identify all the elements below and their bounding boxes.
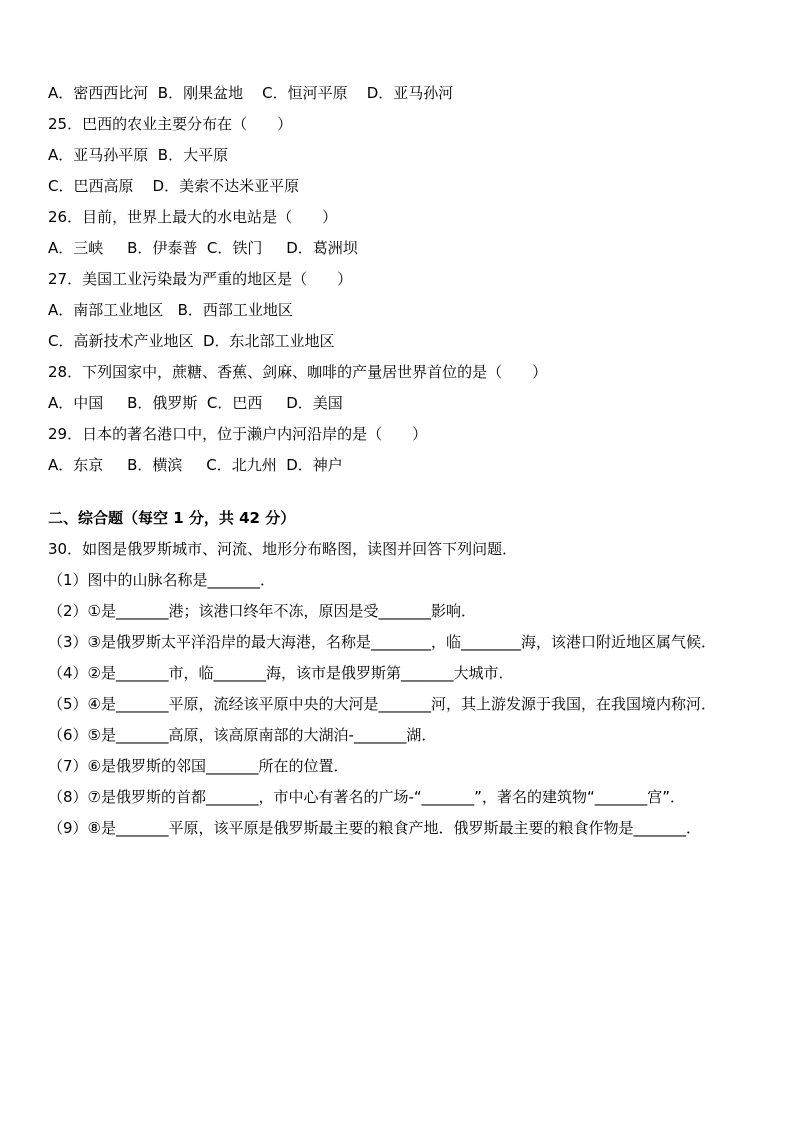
q28-stem: 28．下列国家中，蔗糖、香蕉、剑麻、咖啡的产量居世界首位的是（ ）: [48, 363, 548, 381]
q28-options: A．中国 B．俄罗斯 C．巴西 D．美国: [48, 394, 343, 412]
q30-part9: （9）⑧是_______平原，该平原是俄罗斯最主要的粮食产地．俄罗斯最主要的粮食作物是_______．: [48, 819, 701, 837]
q30-part7: （7）⑥是俄罗斯的邻国_______所在的位置．: [48, 757, 349, 775]
q26-options: A．三峡 B．伊泰普 C．铁门 D．葛洲坝: [48, 239, 358, 257]
q27-options-row1: A．南部工业地区 B．西部工业地区: [48, 301, 293, 319]
q30-part1: （1）图中的山脉名称是_______．: [48, 571, 276, 589]
exam-page: [48, 78, 758, 844]
section-gap: [48, 481, 758, 503]
q30-part5: （5）④是_______平原，流经该平原中央的大河是_______河，其上游发源于我国，在我国境内称河．: [48, 695, 716, 713]
q30-part8: （8）⑦是俄罗斯的首都_______，市中心有著名的广场-“_______”，著名的建筑物“_______宫”．: [48, 788, 685, 806]
q30-stem: 30．如图是俄罗斯城市、河流、地形分布略图，读图并回答下列问题．: [48, 540, 518, 558]
q25-options-row1: A．亚马孙平原 B．大平原: [48, 146, 229, 164]
q30-part6: （6）⑤是_______高原，该高原南部的大湖泊-_______湖．: [48, 726, 437, 744]
q27-stem: 27．美国工业污染最为严重的地区是（ ）: [48, 270, 353, 288]
q27-options-row2: C．高新技术产业地区 D．东北部工业地区: [48, 332, 335, 350]
q25-options-row2: C．巴西高原 D．美索不达米亚平原: [48, 177, 300, 195]
q30-part4: （4）②是_______市，临_______海，该市是俄罗斯第_______大城市．: [48, 664, 514, 682]
q30-part3: （3）③是俄罗斯太平洋沿岸的最大海港，名称是________，临________海，该港口附近地区属气候．: [48, 633, 716, 651]
q25-stem: 25．巴西的农业主要分布在（ ）: [48, 115, 293, 133]
section-heading: 二、综合题（每空 1 分，共 42 分）: [48, 509, 296, 527]
q26-stem: 26．目前，世界上最大的水电站是（ ）: [48, 208, 338, 226]
q30-part2: （2）①是_______港；该港口终年不冻，原因是受_______影响．: [48, 602, 476, 620]
q29-stem: 29．日本的著名港口中，位于濑户内河沿岸的是（ ）: [48, 425, 428, 443]
q24-options: A．密西西比河 B．刚果盆地 C．恒河平原 D．亚马孙河: [48, 84, 454, 102]
q29-options: A．东京 B．横滨 C．北九州 D．神户: [48, 456, 343, 474]
